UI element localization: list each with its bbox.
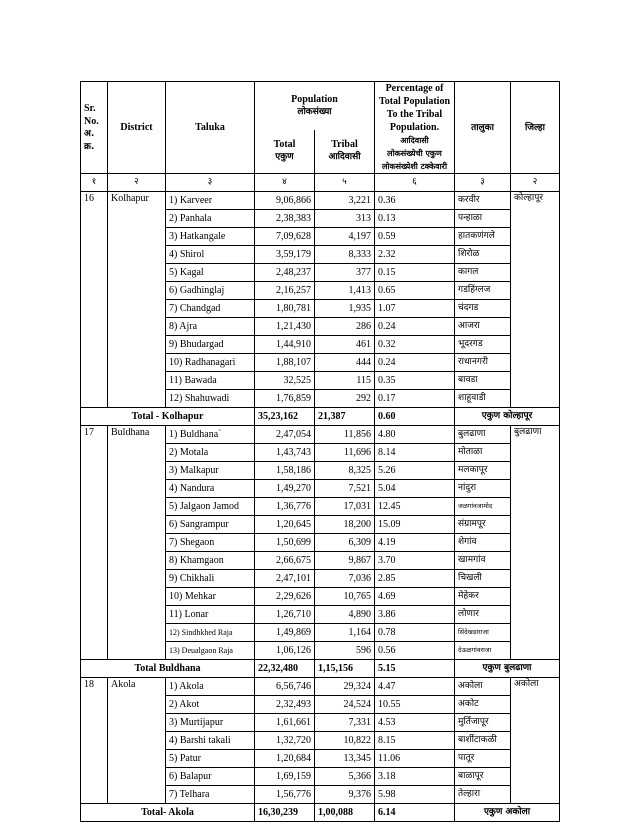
taluka-header: Taluka: [166, 82, 255, 174]
district-total-label: Total- Akola: [81, 804, 255, 822]
taluka-name: 13) Deualgaon Raja: [166, 642, 255, 660]
total-population: 2,32,493: [255, 696, 315, 714]
tribal-population: 10,822: [315, 732, 375, 750]
taluka-name: 11) Lonar: [166, 606, 255, 624]
tribal-population: 24,524: [315, 696, 375, 714]
district-total-label-mr: एकुण अकोला: [455, 804, 560, 822]
total-population: 1,76,859: [255, 390, 315, 408]
tribal-population: 1,935: [315, 300, 375, 318]
district-name: Kolhapur: [108, 192, 166, 408]
total-population: 1,36,776: [255, 498, 315, 516]
header-row: [81, 82, 560, 130]
total-population: 6,56,746: [255, 678, 315, 696]
colnum: ३: [166, 174, 255, 192]
taluka-name: 5) Kagal: [166, 264, 255, 282]
district-name: Buldhana: [108, 426, 166, 660]
total-population: 2,29,626: [255, 588, 315, 606]
tribal-percentage: 4.53: [375, 714, 455, 732]
total-population: 1,49,270: [255, 480, 315, 498]
tribal-percentage: 0.36: [375, 192, 455, 210]
tribal-percentage: 0.13: [375, 210, 455, 228]
total-population: 1,43,743: [255, 444, 315, 462]
total-population: 1,80,781: [255, 300, 315, 318]
tribal-percentage: 5.98: [375, 786, 455, 804]
tribal-percentage: 0.59: [375, 228, 455, 246]
total-population: 7,09,628: [255, 228, 315, 246]
district-total-label-mr: एकुण कोल्हापूर: [455, 408, 560, 426]
district-total-label: Total Buldhana: [81, 660, 255, 678]
district-total-population: 22,32,480: [255, 660, 315, 678]
district-tribal-percentage: 6.14: [375, 804, 455, 822]
district-name-mr: कोल्हापूर: [511, 192, 560, 408]
district-tribal-percentage: 0.60: [375, 408, 455, 426]
total-population: 2,38,383: [255, 210, 315, 228]
taluka-name-mr: भूदरगड: [455, 336, 511, 354]
taluka-name: 3) Hatkangale: [166, 228, 255, 246]
taluka-name-mr: तेल्हारा: [455, 786, 511, 804]
taluka-name-mr: पातूर: [455, 750, 511, 768]
taluka-name: 9) Bhudargad: [166, 336, 255, 354]
tribal-population: 8,333: [315, 246, 375, 264]
total-population: 1,69,159: [255, 768, 315, 786]
tribal-population: 115: [315, 372, 375, 390]
tribal-percentage: 1.07: [375, 300, 455, 318]
tribal-population: 9,867: [315, 552, 375, 570]
taluka-name: 10) Radhanagari: [166, 354, 255, 372]
tribal-percentage: 0.56: [375, 642, 455, 660]
taluka-name: 4) Barshi takali: [166, 732, 255, 750]
district-tribal-population: 1,00,088: [315, 804, 375, 822]
tribal-percentage: 0.78: [375, 624, 455, 642]
total-population: 1,06,126: [255, 642, 315, 660]
taluka-name-mr: करवीर: [455, 192, 511, 210]
taluka-name-mr: मलकापूर: [455, 462, 511, 480]
tribal-percentage: 3.70: [375, 552, 455, 570]
sr-number: 18: [81, 678, 108, 804]
colnum: ४: [255, 174, 315, 192]
taluka-name: 6) Balapur: [166, 768, 255, 786]
taluka-name: 1) Karveer: [166, 192, 255, 210]
total-population: 1,61,661: [255, 714, 315, 732]
tribal-percentage: 4.47: [375, 678, 455, 696]
total-population: 32,525: [255, 372, 315, 390]
tribal-percentage: 3.86: [375, 606, 455, 624]
total-header: Total एकुण: [255, 130, 315, 174]
taluka-name-mr: जळगांवजामोद: [455, 498, 511, 516]
taluka-name: 5) Patur: [166, 750, 255, 768]
taluka-name: 2) Motala: [166, 444, 255, 462]
taluka-name: 8) Khamgaon: [166, 552, 255, 570]
taluka-name: 11) Bawada: [166, 372, 255, 390]
tribal-population: 7,521: [315, 480, 375, 498]
district-total-row: [81, 408, 560, 426]
table-row: [81, 678, 560, 696]
taluka-name-mr: शेगांव: [455, 534, 511, 552]
tribal-population: 313: [315, 210, 375, 228]
taluka-name-mr: शाहूवाडी: [455, 390, 511, 408]
district-name: Akola: [108, 678, 166, 804]
taluka-name-mr: खामगांव: [455, 552, 511, 570]
district-tribal-population: 1,15,156: [315, 660, 375, 678]
tribal-population: 7,036: [315, 570, 375, 588]
tribal-percentage: 0.17: [375, 390, 455, 408]
total-population: 1,21,430: [255, 318, 315, 336]
tribal-percentage: 5.26: [375, 462, 455, 480]
tribal-population: 3,221: [315, 192, 375, 210]
district-mr-header: जिल्हा: [511, 82, 560, 174]
tribal-population: 1,413: [315, 282, 375, 300]
population-header: Population लोकसंख्या: [255, 82, 375, 130]
taluka-name: 4) Nandura: [166, 480, 255, 498]
taluka-name-mr: बुलढाणा: [455, 426, 511, 444]
total-population: 1,20,684: [255, 750, 315, 768]
colnum: २: [108, 174, 166, 192]
taluka-name-mr: चिखली: [455, 570, 511, 588]
taluka-name-mr: मेहेकर: [455, 588, 511, 606]
tribal-percentage: 0.65: [375, 282, 455, 300]
taluka-name-mr: मुर्तिजापूर: [455, 714, 511, 732]
tribal-population: 377: [315, 264, 375, 282]
taluka-name: 7) Shegaon: [166, 534, 255, 552]
district-total-row: [81, 660, 560, 678]
column-number-row: [81, 174, 560, 192]
taluka-name-mr: नांदुरा: [455, 480, 511, 498]
total-population: 1,32,720: [255, 732, 315, 750]
tribal-population: 9,376: [315, 786, 375, 804]
district-total-population: 35,23,162: [255, 408, 315, 426]
total-population: 2,66,675: [255, 552, 315, 570]
tribal-percentage: 3.18: [375, 768, 455, 786]
total-population: 1,49,869: [255, 624, 315, 642]
district-total-population: 16,30,239: [255, 804, 315, 822]
taluka-name-mr: अकोला: [455, 678, 511, 696]
tribal-percentage: 4.19: [375, 534, 455, 552]
tribal-population: 444: [315, 354, 375, 372]
taluka-name: 1) Akola: [166, 678, 255, 696]
tribal-percentage: 0.24: [375, 354, 455, 372]
district-total-label: Total - Kolhapur: [81, 408, 255, 426]
sr-no-header: Sr. No. अ. क्र.: [81, 82, 108, 174]
taluka-name: 9) Chikhali: [166, 570, 255, 588]
tribal-population: 4,890: [315, 606, 375, 624]
taluka-name: 12) Shahuwadi: [166, 390, 255, 408]
tribal-population: 7,331: [315, 714, 375, 732]
tribal-percentage: 2.32: [375, 246, 455, 264]
total-population: 1,58,186: [255, 462, 315, 480]
taluka-name-mr: राधानगरी: [455, 354, 511, 372]
tribal-percentage: 8.14: [375, 444, 455, 462]
taluka-name: 8) Ajra: [166, 318, 255, 336]
district-tribal-percentage: 5.15: [375, 660, 455, 678]
table-row: [81, 426, 560, 444]
percentage-header: Percentage of Total Population To the Tribal Population. आदिवासी लोकसंख्येची एकुण लोकसंख्येशी टक्केवारी: [375, 82, 455, 174]
district-total-label-mr: एकुण बुलढाणा: [455, 660, 560, 678]
total-population: 1,44,910: [255, 336, 315, 354]
taluka-name: 6) Sangrampur: [166, 516, 255, 534]
tribal-population: 286: [315, 318, 375, 336]
taluka-name-mr: बावडा: [455, 372, 511, 390]
taluka-name-mr: बाळापूर: [455, 768, 511, 786]
colnum: ५: [315, 174, 375, 192]
taluka-name: 4) Shirol: [166, 246, 255, 264]
taluka-name: 3) Murtijapur: [166, 714, 255, 732]
total-population: 9,06,866: [255, 192, 315, 210]
tribal-population: 4,197: [315, 228, 375, 246]
tribal-population: 29,324: [315, 678, 375, 696]
total-population: 2,16,257: [255, 282, 315, 300]
taluka-name-mr: सिंदेखडाराजा: [455, 624, 511, 642]
tribal-percentage: 0.32: [375, 336, 455, 354]
tribal-population: 11,696: [315, 444, 375, 462]
taluka-mr-header: तालुका: [455, 82, 511, 174]
total-population: 2,47,054: [255, 426, 315, 444]
taluka-name-mr: गडहिंग्लज: [455, 282, 511, 300]
taluka-name-mr: आजरा: [455, 318, 511, 336]
taluka-name: 1) Buldhana`: [166, 426, 255, 444]
tribal-percentage: 15.09: [375, 516, 455, 534]
tribal-population: 596: [315, 642, 375, 660]
tribal-percentage: 8.15: [375, 732, 455, 750]
taluka-name-mr: बार्शीटाकळी: [455, 732, 511, 750]
taluka-name-mr: कागल: [455, 264, 511, 282]
taluka-name-mr: देऊळगांवराजा: [455, 642, 511, 660]
tribal-population: 13,345: [315, 750, 375, 768]
tribal-population: 17,031: [315, 498, 375, 516]
taluka-name-mr: चंदगड: [455, 300, 511, 318]
tribal-percentage: 0.35: [375, 372, 455, 390]
taluka-name-mr: मोताळा: [455, 444, 511, 462]
tribal-population: 292: [315, 390, 375, 408]
tribal-population: 11,856: [315, 426, 375, 444]
taluka-name-mr: अकोट: [455, 696, 511, 714]
tribal-percentage: 4.69: [375, 588, 455, 606]
tribal-population: 18,200: [315, 516, 375, 534]
taluka-name: 2) Panhala: [166, 210, 255, 228]
total-population: 1,56,776: [255, 786, 315, 804]
tribal-percentage: 0.24: [375, 318, 455, 336]
tribal-percentage: 0.15: [375, 264, 455, 282]
tribal-population-table: [80, 81, 560, 822]
colnum: ३: [455, 174, 511, 192]
tribal-percentage: 11.06: [375, 750, 455, 768]
district-tribal-population: 21,387: [315, 408, 375, 426]
total-population: 2,48,237: [255, 264, 315, 282]
tribal-percentage: 4.80: [375, 426, 455, 444]
taluka-name: 10) Mehkar: [166, 588, 255, 606]
sr-number: 17: [81, 426, 108, 660]
tribal-header: Tribal आदिवासी: [315, 130, 375, 174]
colnum: २: [511, 174, 560, 192]
colnum: १: [81, 174, 108, 192]
taluka-name: 6) Gadhinglaj: [166, 282, 255, 300]
total-population: 1,20,645: [255, 516, 315, 534]
total-population: 1,50,699: [255, 534, 315, 552]
taluka-name: 7) Chandgad: [166, 300, 255, 318]
taluka-name-mr: पन्हाळा: [455, 210, 511, 228]
district-total-row: [81, 804, 560, 822]
total-population: 1,26,710: [255, 606, 315, 624]
sr-number: 16: [81, 192, 108, 408]
taluka-name-mr: हातकणंगले: [455, 228, 511, 246]
colnum: ६: [375, 174, 455, 192]
total-population: 2,47,101: [255, 570, 315, 588]
tribal-population: 8,325: [315, 462, 375, 480]
tribal-population: 10,765: [315, 588, 375, 606]
tribal-population: 5,366: [315, 768, 375, 786]
taluka-name-mr: लोणार: [455, 606, 511, 624]
tribal-population: 1,164: [315, 624, 375, 642]
tribal-percentage: 10.55: [375, 696, 455, 714]
tribal-percentage: 12.45: [375, 498, 455, 516]
taluka-name-mr: संग्रामपूर: [455, 516, 511, 534]
district-header: District: [108, 82, 166, 174]
tribal-population: 461: [315, 336, 375, 354]
taluka-name: 5) Jalgaon Jamod: [166, 498, 255, 516]
taluka-name: 7) Telhara: [166, 786, 255, 804]
district-name-mr: अकोला: [511, 678, 560, 804]
tribal-percentage: 5.04: [375, 480, 455, 498]
tribal-population: 6,309: [315, 534, 375, 552]
table-row: [81, 192, 560, 210]
taluka-name: 3) Malkapur: [166, 462, 255, 480]
total-population: 1,88,107: [255, 354, 315, 372]
tribal-percentage: 2.85: [375, 570, 455, 588]
taluka-name: 2) Akot: [166, 696, 255, 714]
district-name-mr: बुलढाणा: [511, 426, 560, 660]
total-population: 3,59,179: [255, 246, 315, 264]
taluka-name-mr: शिरोळ: [455, 246, 511, 264]
taluka-name: 12) Sindhkhed Raja: [166, 624, 255, 642]
